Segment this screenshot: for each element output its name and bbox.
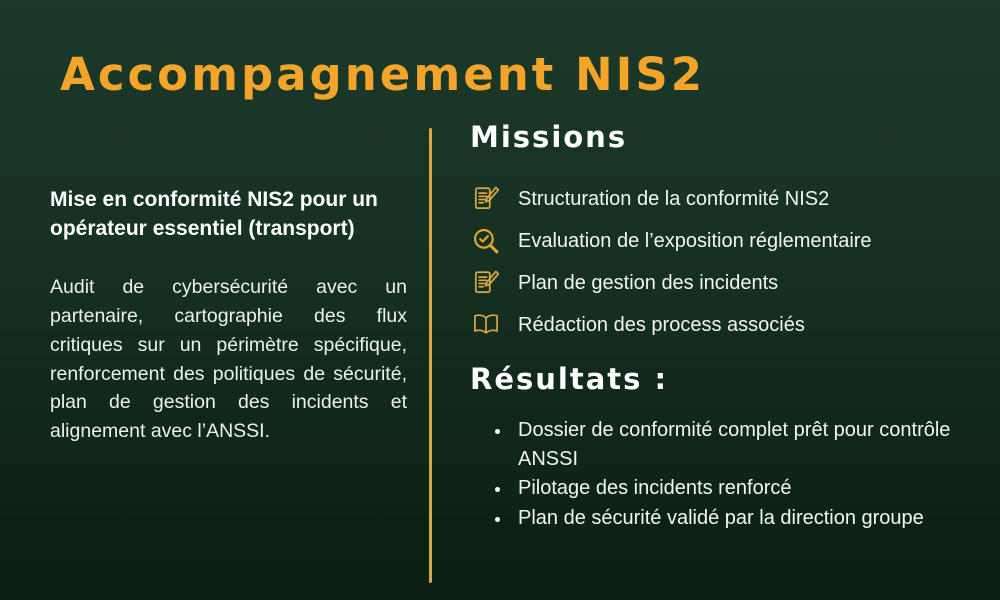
edit-note-icon <box>470 184 502 214</box>
mission-item <box>470 184 980 214</box>
result-item: • Plan de sécurité validé par la direction groupe <box>512 504 970 533</box>
details-panel <box>470 120 980 533</box>
edit-note-icon <box>470 268 502 298</box>
mission-item <box>470 226 980 256</box>
page-title: Accompagnement NIS2 <box>60 48 706 101</box>
result-item: • Pilotage des incidents renforcé <box>512 474 970 503</box>
results-list <box>470 416 970 532</box>
mission-label: Plan de gestion des incidents <box>518 271 779 294</box>
mission-label: Evaluation de l’exposition réglementaire <box>518 229 872 252</box>
vertical-divider <box>429 128 432 583</box>
search-check-icon <box>470 226 502 256</box>
case-study-heading: Mise en conformité NIS2 pour un opérateur essentiel (transport) <box>50 188 378 240</box>
missions-heading: Missions <box>470 120 628 154</box>
mission-label: Structuration de la conformité NIS2 <box>518 187 830 210</box>
case-study-panel <box>50 186 407 446</box>
case-study-paragraph: Audit de cybersécurité avec un partenaire, cartographie des flux critiques sur un périmètre spécifique, renforcement des politiques de sécurité, plan de gestion des incidents et alignement avec l’ANSSI. <box>50 275 407 443</box>
mission-label: Rédaction des process associés <box>518 313 805 336</box>
missions-list <box>470 184 980 340</box>
result-item: • Dossier de conformité complet prêt pour contrôle ANSSI <box>512 416 970 473</box>
mission-item <box>470 268 980 298</box>
mission-item <box>470 310 980 340</box>
results-heading: Résultats : <box>470 362 669 396</box>
open-book-icon <box>470 310 502 340</box>
